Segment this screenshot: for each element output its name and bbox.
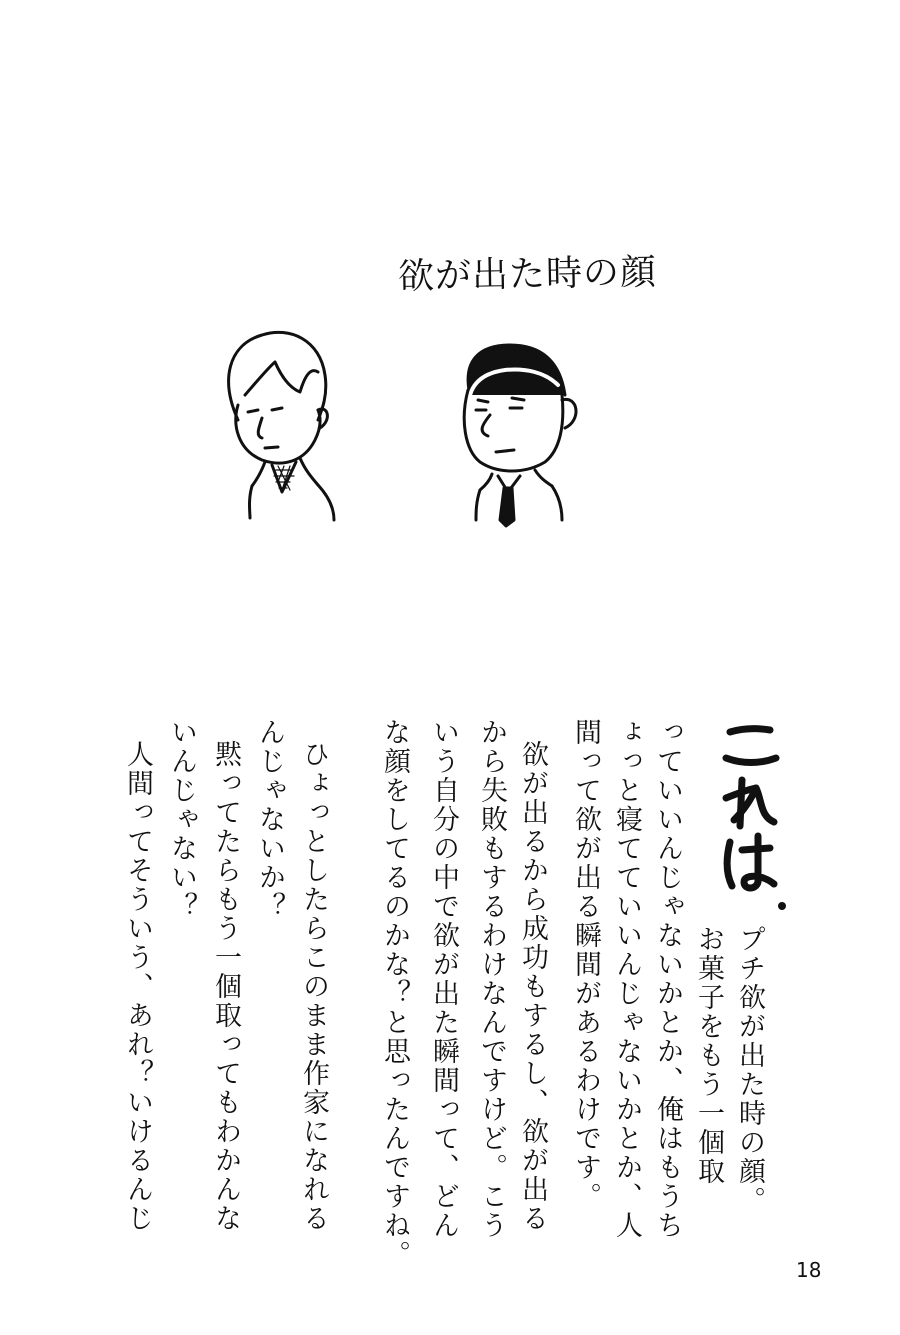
essay-column-7: から失敗もするわけなんですけど。こう	[476, 718, 507, 1240]
essay-column-2: お菓子をもう一個取	[693, 925, 724, 1186]
right-man-tie	[500, 488, 514, 526]
essay-column-10: ひょっとしたらこのまま作家になれる	[298, 740, 329, 1233]
page-number: 18	[796, 1258, 822, 1282]
essay-heading-lettering	[712, 718, 792, 918]
essay-column-11: んじゃないか？	[254, 718, 285, 921]
essay-column-9: な顔をしてるのかな？と思ったんですね。	[379, 718, 410, 1269]
essay-column-5: 間って欲が出る瞬間があるわけです。	[570, 718, 601, 1211]
essay-column-14: 人間ってそういう、あれ？いけるんじ	[122, 740, 153, 1233]
essay-column-6: 欲が出るから成功もするし、欲が出る	[517, 740, 548, 1233]
essay-column-1: プチ欲が出た時の顔。	[734, 925, 765, 1215]
essay-column-4: ょっと寝てていいんじゃないかとか、人	[611, 718, 642, 1240]
essay-column-8: いう自分の中で欲が出た瞬間って、どん	[428, 718, 459, 1240]
essay-column-3: っていいんじゃないかとか、俺はもうち	[652, 718, 683, 1240]
illustration-caption: 欲が出た時の顔	[397, 251, 658, 298]
essay-column-12: 黙ってたらもう一個取ってもわかんな	[210, 740, 241, 1233]
right-man-drawing	[464, 345, 576, 520]
left-man-drawing	[229, 332, 334, 520]
essay-column-13: いんじゃない？	[166, 718, 197, 921]
